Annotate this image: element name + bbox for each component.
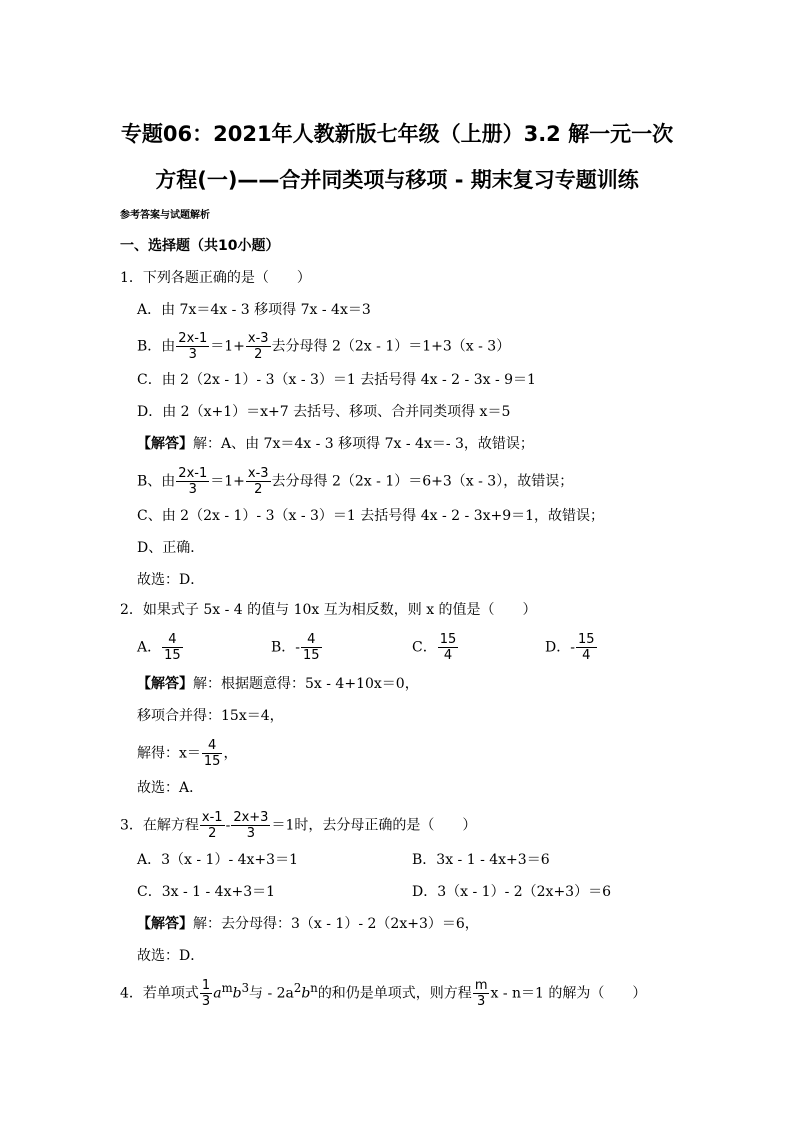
q3-stem: 3．在解方程 $\frac{x-1}{2}$ - $\frac{2x+3}{3}$ ＝1时，去分母正确的是（ ） [120,810,477,841]
section-heading: 一、选择题（共10小题） [120,238,280,254]
q3-answer-line-1: 【解答】解：去分母得：3（x - 1）- 2（2x+3）＝6， [137,916,479,932]
fraction: $\frac{4}{15}$ [203,738,221,769]
q2-option-b: B．- $\frac{4}{15}$ [271,632,320,663]
fraction: $\frac{15}{4}$ [439,632,457,663]
fraction: $\frac{4}{15}$ [164,632,181,663]
fraction: $\frac{15}{4}$ [577,632,595,663]
fraction: $\frac{2x-1}{3}$ [178,466,208,497]
q2-answer-line-3: 解得：x＝ $\frac{4}{15}$ ， [137,738,238,769]
q1-answer-line-2: B、由 $\frac{2x-1}{3}$ ＝1+ $\frac{x-3}{2}$ 去分母得 2（2x - 1）＝6+3（x - 3），故错误； [137,466,574,497]
q1-option-d: D．由 2（x+1）＝x+7 去括号、移项、合并同类项得 x＝5 [137,404,511,420]
q2-option-c: C． $\frac{15}{4}$ [412,632,457,663]
fraction: $\frac{2x+3}{3}$ [233,810,269,841]
fraction: $\frac{x-3}{2}$ [247,466,269,497]
q1-answer-line-3: C、由 2（2x - 1）- 3（x - 3）＝1 去括号得 4x - 2 - 3x+9＝1，故错误； [137,508,605,524]
q1-answer-line-4: D、正确． [137,540,205,556]
answer-section-subtitle: 参考答案与试题解析 [120,210,210,221]
document-title-line-2: 方程(一)——合并同类项与移项 - 期末复习专题训练 [155,168,639,192]
q2-answer-line-1: 【解答】解：根据题意得：5x - 4+10x＝0， [137,676,419,692]
q3-option-d: D．3（x - 1）- 2（2x+3）＝6 [412,884,612,900]
fraction: $\frac{4}{15}$ [303,632,320,663]
fraction: $\frac{x-3}{2}$ [247,331,269,362]
q4-stem: 4．若单项式 $\frac{1}{3}$ $a^mb^3$与 - $2a^2b^n$的和仍是单项式，则方程 $\frac{m}{3}$ x - n＝1 的解为（ ） [120,978,647,1010]
document-title-line-1: 专题06：2021年人教新版七年级（上册）3.2 解一元一次 [120,122,674,146]
q2-answer-line-2: 移项合并得：15x＝4， [137,708,284,724]
fraction: $\frac{2x-1}{3}$ [178,331,208,362]
fraction: $\frac{1}{3}$ [201,978,211,1010]
q1-option-b: B．由 $\frac{2x-1}{3}$ ＝1+ $\frac{x-3}{2}$ 去分母得 2（2x - 1）＝1+3（x - 3） [137,331,511,362]
q2-option-d: D．- $\frac{15}{4}$ [545,632,595,663]
q3-choice: 故选：D． [137,948,205,964]
q1-option-c: C．由 2（2x - 1）- 3（x - 3）＝1 去括号得 4x - 2 - 3x - 9＝1 [137,372,536,388]
q1-choice: 故选：D． [137,572,205,588]
fraction: $\frac{x-1}{2}$ [201,810,223,841]
q2-stem: 2．如果式子 5x - 4 的值与 10x 互为相反数，则 x 的值是（ ） [120,602,537,618]
q3-option-b: B．3x - 1 - 4x+3＝6 [412,852,550,868]
q1-answer-line-1: 【解答】解：A、由 7x＝4x - 3 移项得 7x - 4x＝- 3，故错误； [137,436,534,452]
q3-option-a: A．3（x - 1）- 4x+3＝1 [137,852,298,868]
q2-choice: 故选：A． [137,780,204,796]
q1-option-a: A．由 7x＝4x - 3 移项得 7x - 4x＝3 [137,302,371,318]
q3-option-c: C．3x - 1 - 4x+3＝1 [137,884,276,900]
q1-stem: 1．下列各题正确的是（ ） [120,270,311,286]
fraction: $\frac{m}{3}$ [474,978,488,1010]
q2-option-a: A． $\frac{4}{15}$ [137,632,181,663]
